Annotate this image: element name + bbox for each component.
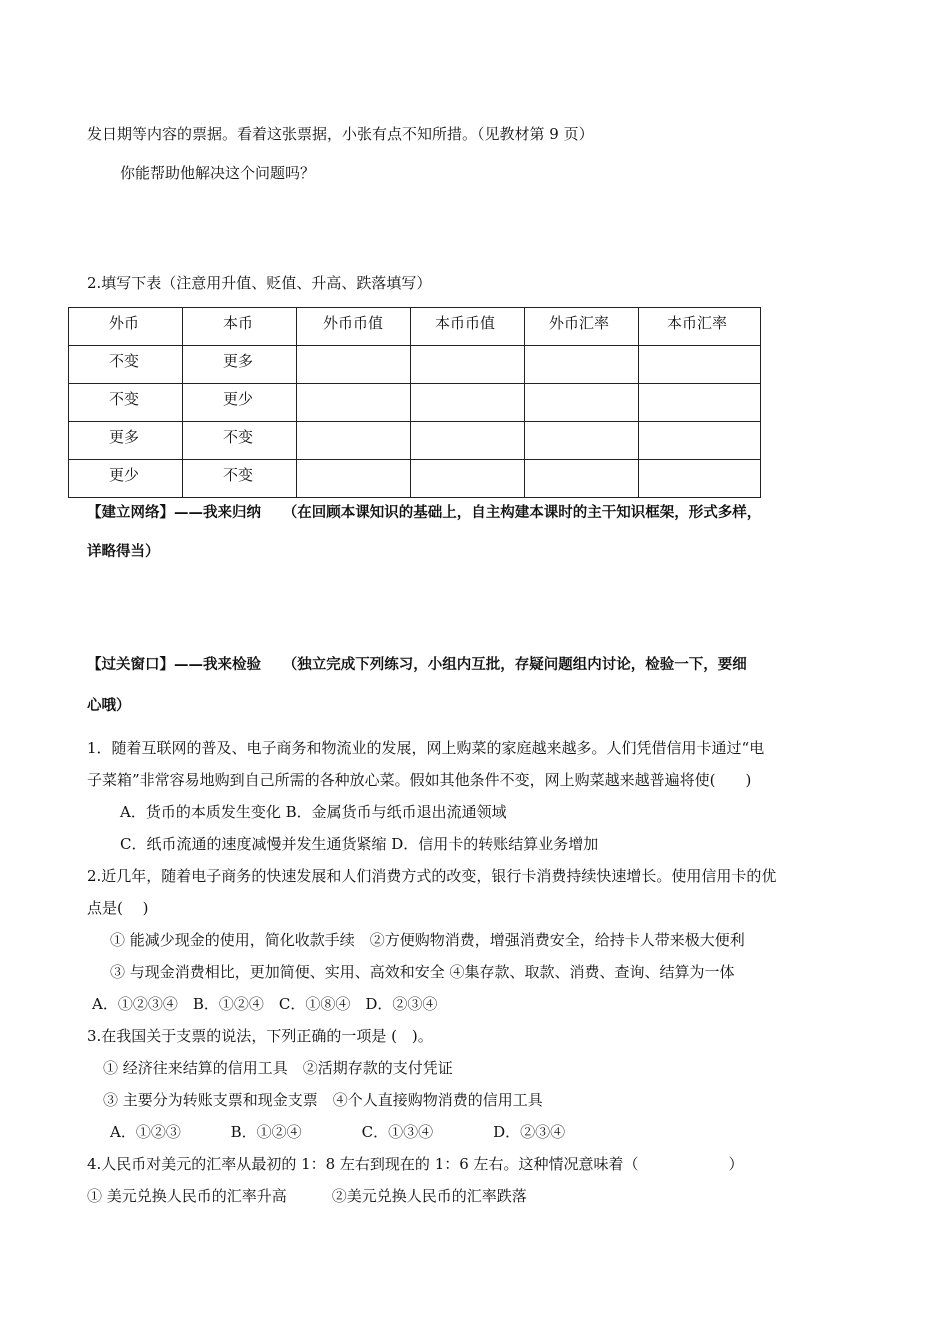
q3-stem: 3.在我国关于支票的说法，下列正确的一项是 ( )。 [87,1027,433,1045]
table-blank-cell[interactable] [411,346,525,384]
q1-options-ab: A．货币的本质发生变化 B．金属货币与纸币退出流通领域 [120,803,507,821]
table-blank-cell[interactable] [297,422,411,460]
table-header-cell: 本币 [183,308,297,346]
q1-stem-line-1: 1．随着互联网的普及、电子商务和物流业的发展，网上购菜的家庭越来越多。人们凭借信用卡通过“电 [87,739,765,757]
table-row [69,384,761,422]
table-cell: 不变 [69,346,183,384]
table-cell: 更少 [69,460,183,498]
intro-line-1: 发日期等内容的票据。看着这张票据，小张有点不知所措。（见教材第 9 页） [87,125,594,143]
q2-stem-line-2: 点是( ) [87,899,149,917]
q3-options: A．①②③ B．①②④ C．①③④ D．②③④ [110,1123,566,1141]
table-row [69,346,761,384]
table-blank-cell[interactable] [411,460,525,498]
q1-stem-line-2: 子菜箱”非常容易地购到自己所需的各种放心菜。假如其他条件不变，网上购菜越来越普遍将使( ) [87,771,752,789]
q3-items-3-4: ③ 主要分为转账支票和现金支票 ④个人直接购物消费的信用工具 [103,1091,543,1109]
table-header-cell: 本币币值 [411,308,525,346]
q2-options: A．①②③④ B．①②④ C．①⑧④ D．②③④ [92,995,438,1013]
table-blank-cell[interactable] [297,346,411,384]
table-blank-cell[interactable] [297,460,411,498]
table-title: 2.填写下表（注意用升值、贬值、升高、跌落填写） [87,274,432,292]
table-cell: 更多 [69,422,183,460]
table-blank-cell[interactable] [297,384,411,422]
intro-line-2: 你能帮助他解决这个问题吗？ [120,164,316,182]
table-blank-cell[interactable] [639,460,761,498]
q1-options-cd: C．纸币流通的速度减慢并发生通货紧缩 D．信用卡的转账结算业务增加 [120,835,599,853]
table-cell: 不变 [69,384,183,422]
table-header-cell: 外币币值 [297,308,411,346]
table-blank-cell[interactable] [525,384,639,422]
table-row [69,460,761,498]
q3-items-1-2: ① 经济往来结算的信用工具 ②活期存款的支付凭证 [103,1059,453,1077]
table-blank-cell[interactable] [639,346,761,384]
table-header-cell: 外币汇率 [525,308,639,346]
table-blank-cell[interactable] [639,384,761,422]
exchange-rate-table [68,307,761,498]
table-header-cell: 外币 [69,308,183,346]
network-heading-line-2: 详略得当） [87,544,160,560]
q2-stem-line-1: 2.近几年，随着电子商务的快速发展和人们消费方式的改变，银行卡消费持续快速增长。使用信用卡的优 [87,867,777,885]
table-cell: 不变 [183,422,297,460]
table-blank-cell[interactable] [411,422,525,460]
network-heading-line-1: 【建立网络】——我来归纳 （在回顾本课知识的基础上，自主构建本课时的主干知识框架，形式多样， [87,505,762,521]
table-blank-cell[interactable] [639,422,761,460]
table-header-row [69,308,761,346]
table-blank-cell[interactable] [525,346,639,384]
table-blank-cell[interactable] [411,384,525,422]
q4-stem: 4.人民币对美元的汇率从最初的 1：8 左右到现在的 1：6 左右。这种情况意味着（ ） [87,1155,744,1173]
table-blank-cell[interactable] [525,422,639,460]
window-heading-line-2: 心哦） [87,698,131,714]
q2-items-3-4: ③ 与现金消费相比，更加简便、实用、高效和安全 ④集存款、取款、消费、查询、结算为一体 [110,963,735,981]
table-cell: 更多 [183,346,297,384]
q2-items-1-2: ① 能减少现金的使用，简化收款手续 ②方便购物消费，增强消费安全，给持卡人带来极大便利 [110,931,745,949]
table-blank-cell[interactable] [525,460,639,498]
table-cell: 不变 [183,460,297,498]
table-cell: 更少 [183,384,297,422]
window-heading-line-1: 【过关窗口】——我来检验 （独立完成下列练习，小组内互批，存疑问题组内讨论，检验一下，要细 [87,657,747,673]
q4-items-1-2: ① 美元兑换人民币的汇率升高 ②美元兑换人民币的汇率跌落 [87,1187,527,1205]
table-row [69,422,761,460]
table-header-cell: 本币汇率 [639,308,761,346]
